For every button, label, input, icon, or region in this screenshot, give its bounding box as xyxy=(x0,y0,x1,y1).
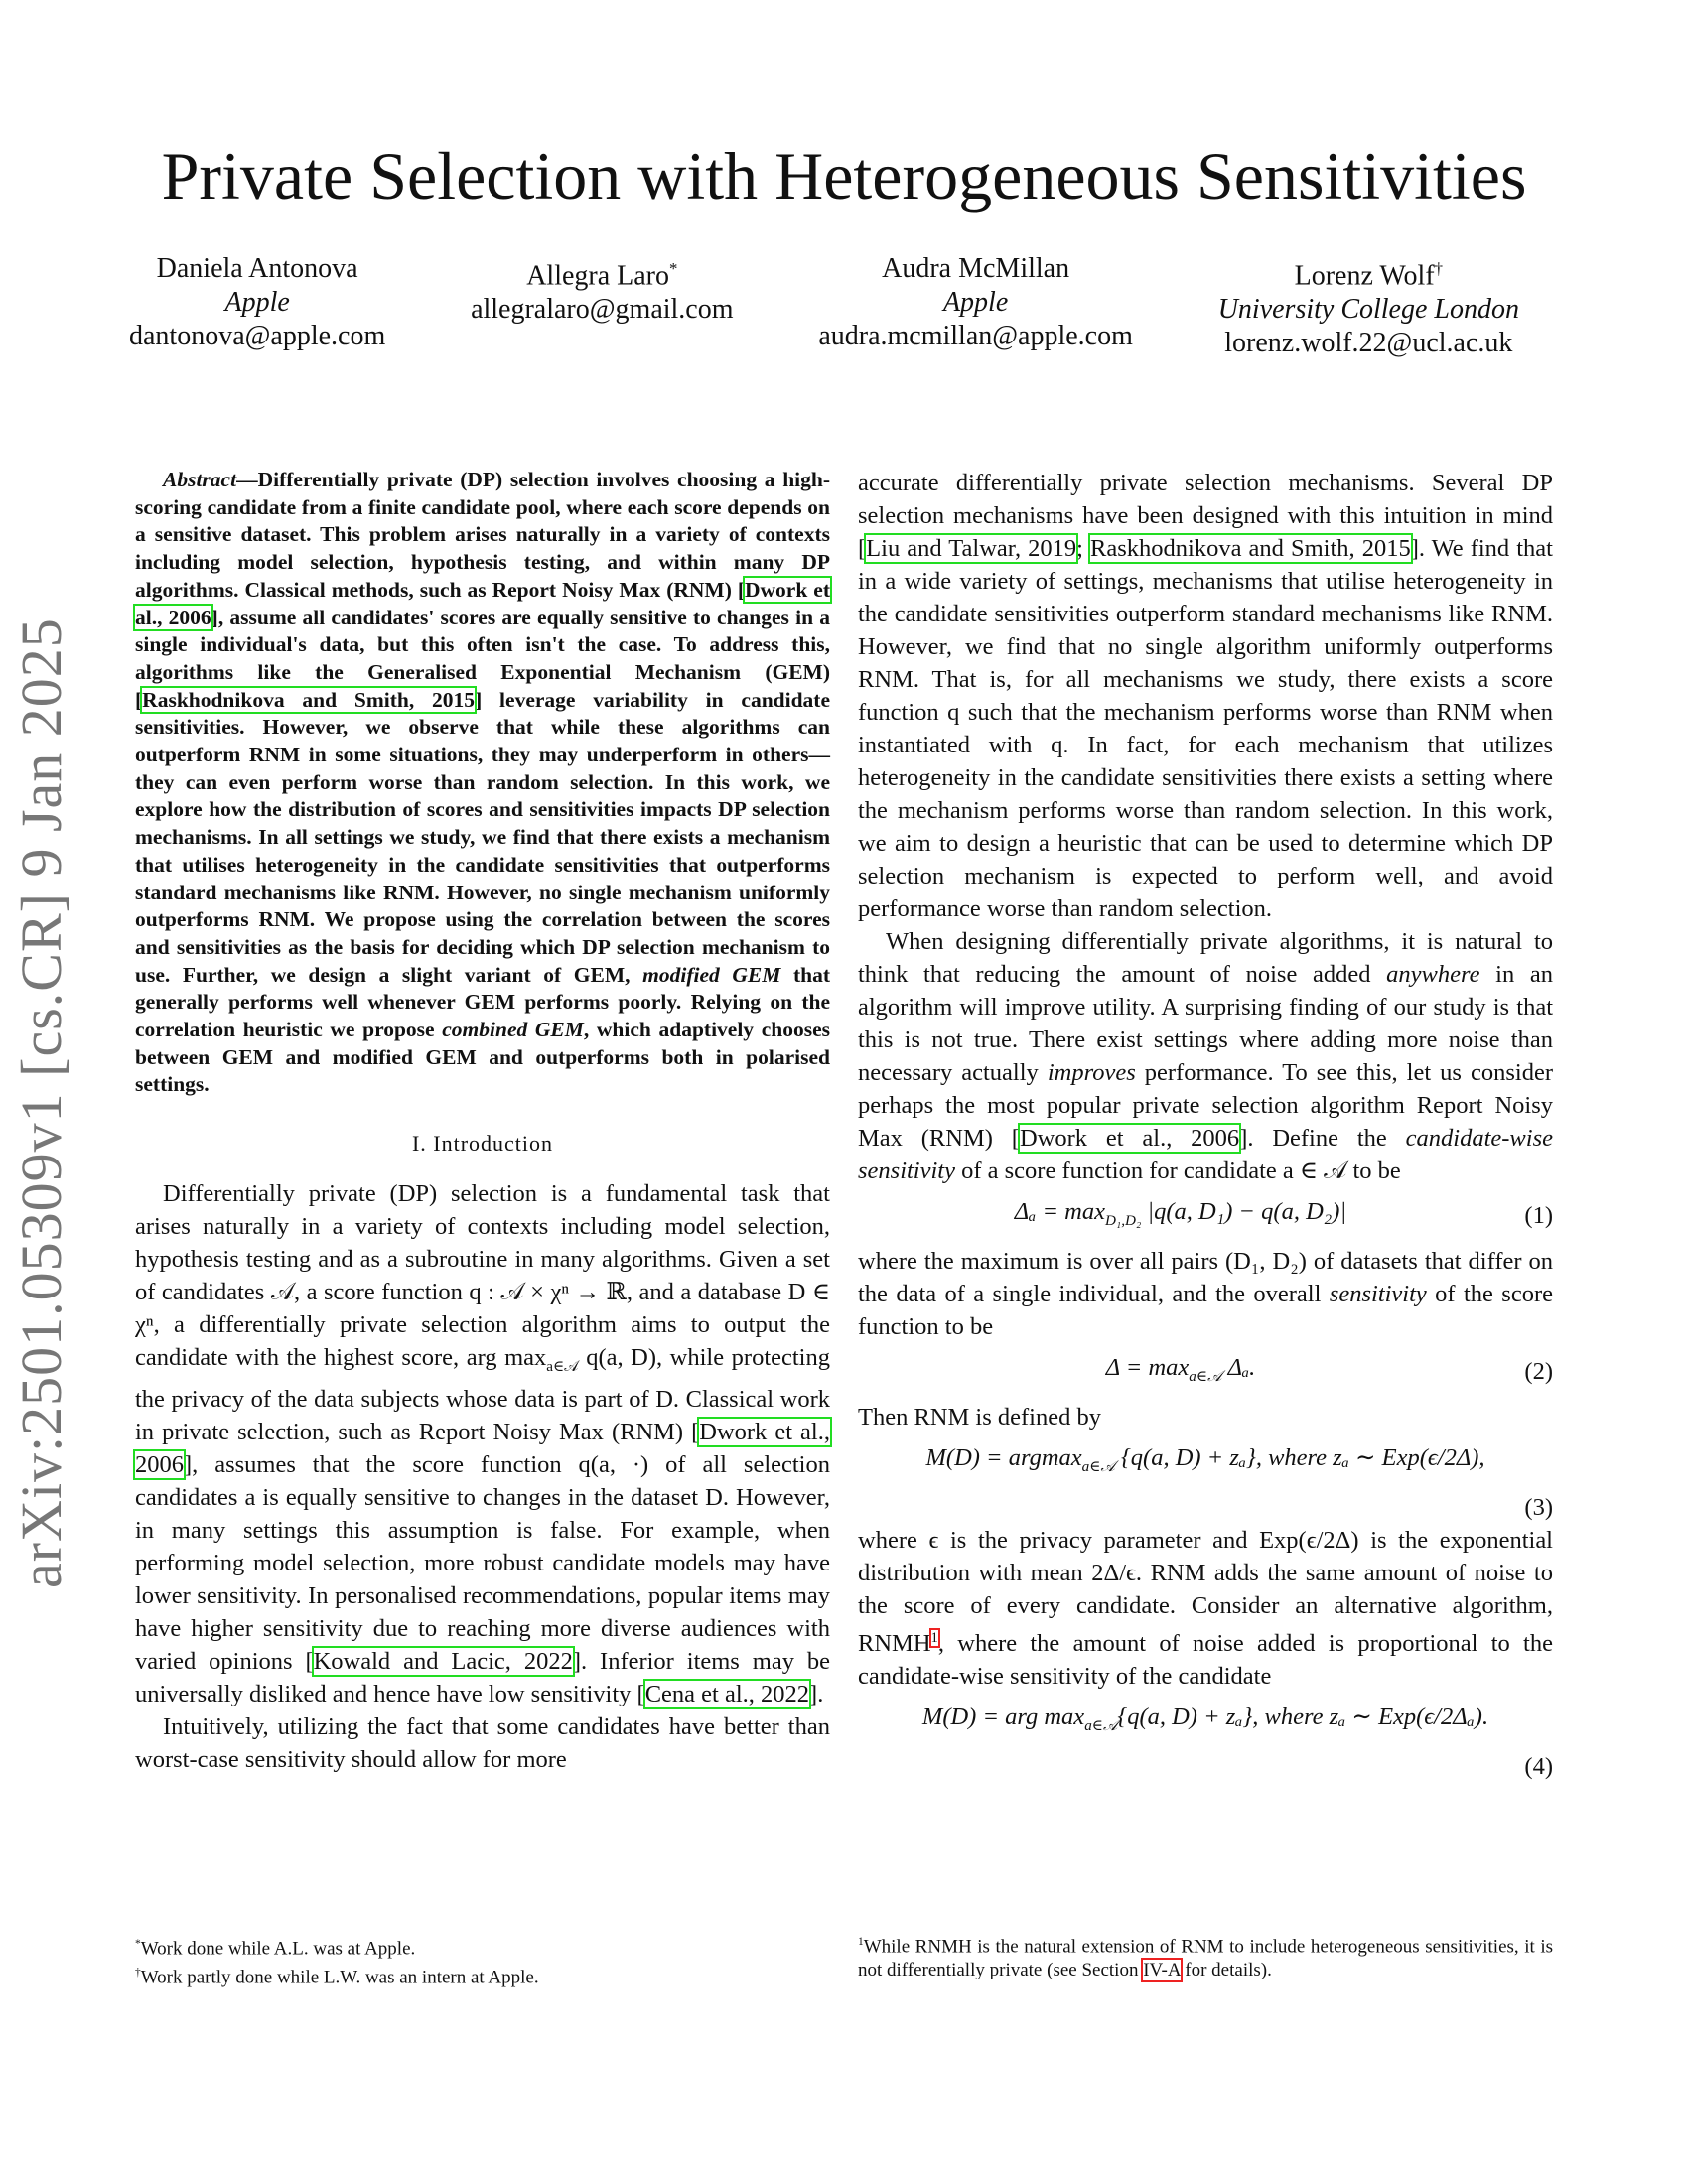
body-paragraph xyxy=(858,1524,1553,1693)
footnotes-left xyxy=(135,1932,830,1990)
footnote-text: Work done while A.L. was at Apple. xyxy=(140,1938,416,1960)
equation-lhs: Δ = max xyxy=(1105,1353,1190,1381)
intro-paragraph-1 xyxy=(135,1177,830,1710)
author-name: Audra McMillan xyxy=(882,253,1070,284)
citation-link[interactable]: Dwork et al., 2006 xyxy=(135,577,830,629)
body-paragraph xyxy=(858,925,1553,1187)
footnote-text: for details). xyxy=(1180,1960,1272,1981)
abstract-text: , which adaptively chooses between GEM and modified GEM and outperforms both in polarised settings. xyxy=(135,1018,830,1097)
equation-math xyxy=(858,1701,1553,1742)
citation-link[interactable]: Liu and Talwar, 2019 xyxy=(866,535,1077,562)
abstract-text: ] leverage variability in candidate sensitivities. However, we observe that while these algorithms can outperform RNM in some situations, they may underperform in others—they can even perform worse than random selection. In this work, we explore how the distribution of scores and sensitivities impacts DP selection mechanisms. In all settings we study, we find that there exists a mechanism that utilises heterogeneity in the candidate sensitivities that outperforms standard mechanisms like RNM. However, no single mechanism uniformly outperforms RNM. We propose using the correlation between the scores and sensitivities as the basis for deciding which DP selection mechanism to use. Further, we design a slight variant of GEM, xyxy=(135,687,830,987)
body-text: ]. xyxy=(809,1681,824,1708)
author-3 xyxy=(818,252,1133,360)
equation-subscript: a∈𝒜 xyxy=(1081,1457,1115,1475)
footnote-text: While RNMH is the natural extension of RNM to include heterogeneous sensitivities, it is not differentially private (see Section xyxy=(858,1936,1553,1981)
author-1 xyxy=(129,252,385,360)
body-text: of the score function to be xyxy=(858,1280,1553,1340)
equation-number: (4) xyxy=(1524,1752,1553,1780)
abstract-text: ], assume all candidates' scores are equally sensitive to changes in a single individual's data, but this often isn't the case. To address this, algorithms like the Generalised Exponential Mechanism (GEM) [ xyxy=(135,605,830,712)
author-footnote-mark: † xyxy=(1434,259,1444,278)
body-text: ], assumes that the score function q(a, ·) of all selection candidates a is equally sensitive to changes in the dataset D. However, in many settings this assumption is false. For example, when performing model selection, more robust candidate models may have lower sensitivity. In personalised recommendations, popular items may have higher sensitivity due to reaching more diverse audiences with varied opinions [ xyxy=(135,1451,830,1676)
author-email[interactable]: lorenz.wolf.22@ucl.ac.uk xyxy=(1224,328,1513,359)
abstract-text: —Differentially private (DP) selection involves choosing a high-scoring candidate from a finite candidate pool, where each score depends on a sensitive dataset. This problem arises naturally in a variety of contexts including model selection, hypothesis testing, and within many DP algorithms. Classical methods, such as Report Noisy Max (RNM) [ xyxy=(135,468,830,602)
citation-link[interactable]: Dwork et al., 2006 xyxy=(135,1419,830,1479)
citation-link[interactable]: Cena et al., 2022 xyxy=(644,1681,810,1708)
citation-link[interactable]: Raskhodnikova and Smith, 2015 xyxy=(1090,535,1411,562)
citation-separator: ; xyxy=(1076,535,1091,562)
body-text: , where the amount of noise added is proportional to the candidate-wise sensitivity of the candidate xyxy=(858,1629,1553,1690)
body-text: in an algorithm will improve utility. A surprising finding of our study is that this is not true. There exist settings where adding more noise than necessary actually xyxy=(858,961,1554,1086)
right-column xyxy=(858,467,1553,1783)
citation-link[interactable]: Dwork et al., 2006 xyxy=(1019,1125,1240,1152)
math-subscript: a∈𝒜 xyxy=(546,1358,579,1376)
equation-number: (1) xyxy=(1524,1202,1553,1230)
emphasis: anywhere xyxy=(1386,961,1480,988)
body-paragraph xyxy=(858,467,1553,925)
body-text: Differentially private (DP) selection is a fundamental task that arises naturally in a variety of contexts including model selection, hypothesis testing and as a subroutine in many algorithms. Given a set of candidates 𝒜, a score function q : 𝒜 × χⁿ → ℝ, and a database D ∈ χⁿ, a differentially private selection algorithm aims to output the candidate with the highest score, arg max xyxy=(135,1180,830,1372)
author-email[interactable]: allegralaro@gmail.com xyxy=(471,294,734,326)
left-column xyxy=(135,467,830,1776)
footnote-mark: 1 xyxy=(858,1936,864,1948)
abstract-emphasis: modified GEM xyxy=(642,962,781,987)
equation-math xyxy=(858,1195,1503,1237)
footnote-text: Work partly done while L.W. was an intern at Apple. xyxy=(140,1967,539,1988)
equation-math xyxy=(858,1441,1553,1483)
equation-number: (3) xyxy=(1524,1493,1553,1521)
equation-4 xyxy=(858,1701,1553,1742)
equation-subscript: a∈𝒜 xyxy=(1189,1367,1222,1385)
section-heading: I. Introduction xyxy=(411,1131,554,1157)
author-2 xyxy=(471,252,733,360)
author-name: Lorenz Wolf xyxy=(1294,260,1435,292)
footnote xyxy=(135,1961,830,1989)
footnote xyxy=(135,1932,830,1961)
footnote-link[interactable]: 1 xyxy=(930,1629,938,1646)
author-name: Daniela Antonova xyxy=(156,253,358,284)
body-text: When designing differentially private algorithms, it is natural to think that reducing the amount of noise added xyxy=(858,928,1553,988)
body-text: where the maximum is over all pairs (D₁, D₂) of datasets that differ on the data of a single individual, and the overall xyxy=(858,1247,1553,1307)
intro-paragraph-2: Intuitively, utilizing the fact that some candidates have better than worst-case sensitivity should allow for more xyxy=(135,1713,830,1774)
emphasis: sensitivity xyxy=(1329,1280,1427,1307)
equation-math xyxy=(858,1351,1503,1393)
equation-lhs: M(D) = argmax xyxy=(925,1443,1082,1471)
arxiv-identifier: arXiv:2501.05309v1 [cs.CR] 9 Jan 2025 xyxy=(9,617,73,1588)
equation-3 xyxy=(858,1441,1553,1483)
emphasis: improves xyxy=(1047,1059,1136,1086)
author-footnote-mark: * xyxy=(669,259,678,278)
equation-number: (2) xyxy=(1524,1358,1553,1386)
body-text: performance. To see this, let us consider perhaps the most popular private selection algorithm Report Noisy Max (RNM) [ xyxy=(858,1059,1553,1152)
author-4 xyxy=(1218,252,1519,360)
equation-2 xyxy=(858,1351,1553,1393)
author-affiliation: University College London xyxy=(1217,294,1519,326)
body-paragraph: Then RNM is defined by xyxy=(858,1403,1101,1431)
body-text: ]. We find that in a wide variety of settings, mechanisms that utilise heterogeneity in the candidate sensitivities outperform standard mechanisms like RNM. However, we find that no single algorithm uniformly outperforms RNM. That is, for all mechanisms we study, there exists a score function q such that the mechanism performs worse than RNM when instantiated with q. In fact, for each mechanism that utilizes heterogeneity in the candidate sensitivities there exists a setting where the mechanism performs worse than random selection. In this work, we aim to design a heuristic that can be used to determine which DP selection mechanism is expected to perform well, and avoid performance worse than random selection. xyxy=(858,535,1553,922)
author-name: Allegra Laro xyxy=(526,260,670,292)
abstract-emphasis: combined GEM xyxy=(442,1018,584,1042)
equation-subscript: D₁,D₂ xyxy=(1104,1211,1142,1229)
equation-rhs: |q(a, D₁) − q(a, D₂)| xyxy=(1141,1198,1347,1225)
section-reference-link[interactable]: IV-A xyxy=(1143,1960,1181,1981)
body-text: where ϵ is the privacy parameter and Exp(ϵ/2Δ) is the exponential distribution with mean 2Δ/ϵ. RNM adds the same amount of noise to the score of every candidate. Consider an alternative algorithm, RNMH xyxy=(858,1526,1553,1657)
equation-rhs: Δₐ. xyxy=(1221,1353,1256,1381)
equation-rhs: {q(a, D) + zₐ}, where zₐ ∼ Exp(ϵ/2Δₐ). xyxy=(1117,1703,1489,1730)
author-affiliation: Apple xyxy=(942,287,1009,318)
body-text: q(a, D), while protecting the privacy of the data subjects whose data is part of D. Classical work in private selection, such as Report Noisy Max (RNM) [ xyxy=(135,1344,830,1446)
author-email[interactable]: audra.mcmillan@apple.com xyxy=(818,321,1133,351)
citation-link[interactable]: Kowald and Lacic, 2022 xyxy=(313,1648,573,1676)
emphasis: candidate-wise sensitivity xyxy=(858,1125,1553,1184)
abstract-text: that generally performs well whenever GEM performs poorly. Relying on the correlation heuristic we propose xyxy=(135,962,831,1042)
equation-1 xyxy=(858,1195,1553,1237)
abstract-label: Abstract xyxy=(163,468,237,491)
equation-lhs: M(D) = arg max xyxy=(921,1703,1085,1730)
author-block xyxy=(129,252,1519,360)
footnote-mark: * xyxy=(135,1938,141,1950)
abstract xyxy=(135,467,830,1099)
body-text: ]. Define the xyxy=(1239,1125,1406,1152)
author-email[interactable]: dantonova@apple.com xyxy=(129,321,386,351)
footnote-mark: † xyxy=(135,1967,141,1979)
body-text: ]. Inferior items may be universally disliked and hence have low sensitivity [ xyxy=(135,1648,830,1708)
body-text: accurate differentially private selection mechanisms. Several DP selection mechanisms have been designed with this intuition in mind [ xyxy=(858,470,1553,562)
citation-link[interactable]: Raskhodnikova and Smith, 2015 xyxy=(142,687,476,712)
author-affiliation: Apple xyxy=(224,287,290,318)
equation-rhs: {q(a, D) + zₐ}, where zₐ ∼ Exp(ϵ/2Δ), xyxy=(1114,1443,1485,1471)
body-paragraph xyxy=(858,1245,1553,1343)
equation-lhs: Δₐ = max xyxy=(1014,1198,1105,1225)
equation-subscript: a∈𝒜 xyxy=(1084,1716,1118,1734)
paper-title: Private Selection with Heterogeneous Sensitivities xyxy=(161,138,1527,213)
footnote-right xyxy=(858,1930,1553,1982)
body-text: of a score function for candidate a ∈ 𝒜 to be xyxy=(954,1158,1401,1184)
